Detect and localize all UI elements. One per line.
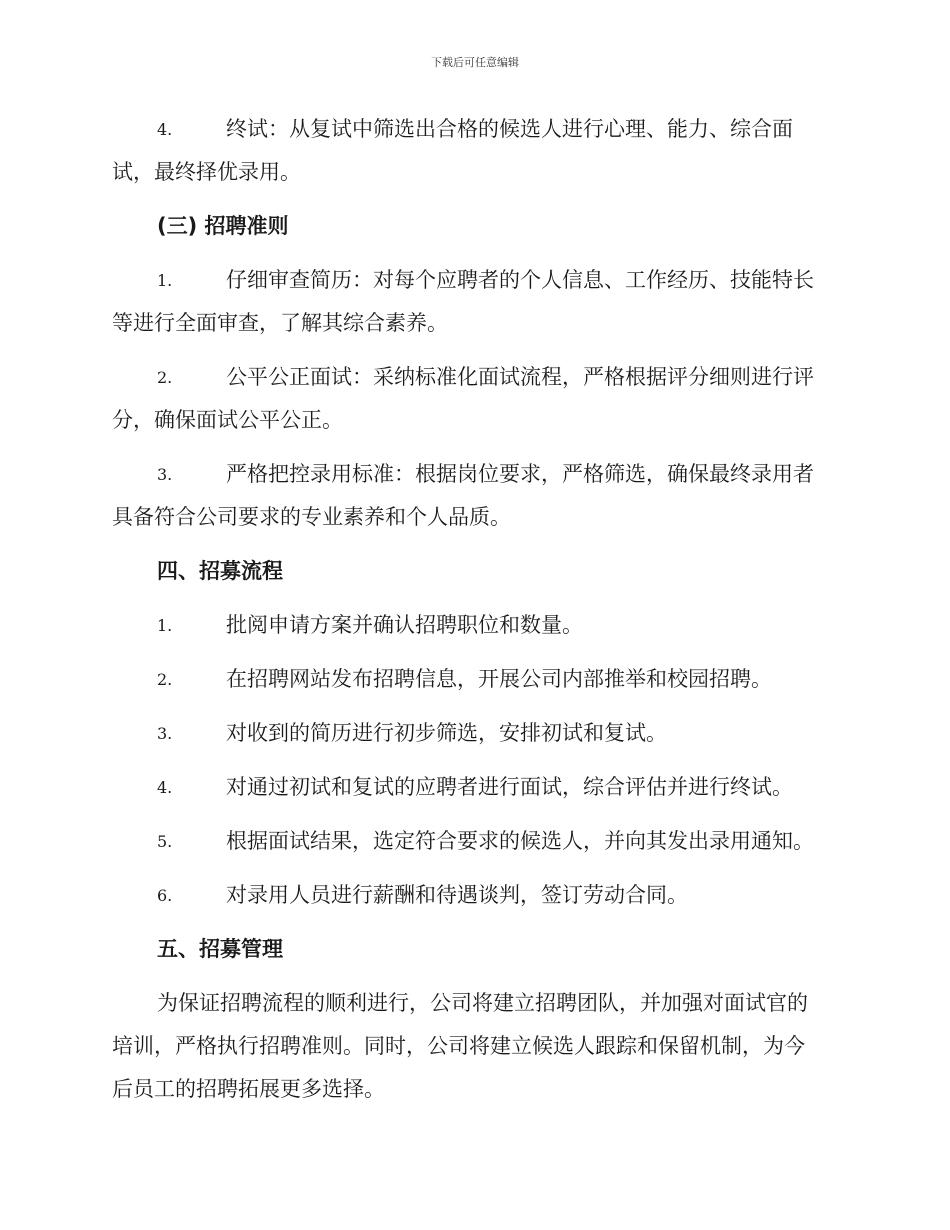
- item-text: 仔细审查简历：对每个应聘者的个人信息、工作经历、技能特长: [226, 268, 814, 292]
- item-text: 对收到的简历进行初步筛选，安排初试和复试。: [226, 721, 667, 745]
- item-text: 对录用人员进行薪酬和待遇谈判，签订劳动合同。: [226, 883, 688, 907]
- list-item: [112, 604, 832, 647]
- document-body: [112, 108, 832, 1111]
- item-number: 3.: [157, 465, 173, 484]
- item-text: 严格把控录用标准：根据岗位要求，严格筛选，确保最终录用者: [226, 462, 814, 486]
- section-heading-criteria: (三) 招聘准则: [157, 214, 289, 238]
- item-text-continued: 试，最终择优录用。: [112, 160, 301, 184]
- list-item: [112, 820, 832, 863]
- list-item: [112, 874, 832, 917]
- item-text: 根据面试结果，选定符合要求的候选人，并向其发出录用通知。: [226, 829, 814, 853]
- item-text: 在招聘网站发布招聘信息，开展公司内部推举和校园招聘。: [226, 667, 772, 691]
- item-number: 6.: [157, 886, 173, 905]
- page-header: 下载后可任意编辑: [431, 56, 519, 69]
- item-number: 2.: [157, 670, 173, 689]
- item-text-continued: 具备符合公司要求的专业素养和个人品质。: [112, 505, 511, 529]
- item-text-continued: 分，确保面试公平公正。: [112, 408, 343, 432]
- item-text: 对通过初试和复试的应聘者进行面试，综合评估并进行终试。: [226, 775, 793, 799]
- list-item: [112, 712, 832, 755]
- item-text-continued: 等进行全面审查，了解其综合素养。: [112, 311, 448, 335]
- section-heading-management: 五、招募管理: [157, 937, 283, 961]
- section-heading-process: 四、招募流程: [157, 559, 283, 583]
- item-number: 2.: [157, 368, 173, 387]
- list-item: [112, 356, 832, 442]
- item-number: 4.: [157, 778, 173, 797]
- list-item: [112, 658, 832, 701]
- item-text: 终试：从复试中筛选出合格的候选人进行心理、能力、综合面: [226, 117, 793, 141]
- list-item: [112, 453, 832, 539]
- item-number: 1.: [157, 616, 173, 635]
- list-item-final-interview: [112, 108, 832, 194]
- item-number: 5.: [157, 832, 173, 851]
- item-number: 1.: [157, 271, 173, 290]
- paragraph-line: 培训，严格执行招聘准则。同时，公司将建立候选人跟踪和保留机制，为今: [112, 1034, 805, 1058]
- paragraph-line: 后员工的招聘拓展更多选择。: [112, 1077, 385, 1101]
- item-number: 4.: [157, 120, 173, 139]
- item-number: 3.: [157, 724, 173, 743]
- item-text: 公平公正面试：采纳标准化面试流程，严格根据评分细则进行评: [226, 365, 814, 389]
- item-text: 批阅申请方案并确认招聘职位和数量。: [226, 613, 583, 637]
- list-item: [112, 259, 832, 345]
- paragraph-line: 为保证招聘流程的顺利进行，公司将建立招聘团队，并加强对面试官的: [157, 991, 808, 1015]
- management-paragraph: [112, 982, 832, 1111]
- list-item: [112, 766, 832, 809]
